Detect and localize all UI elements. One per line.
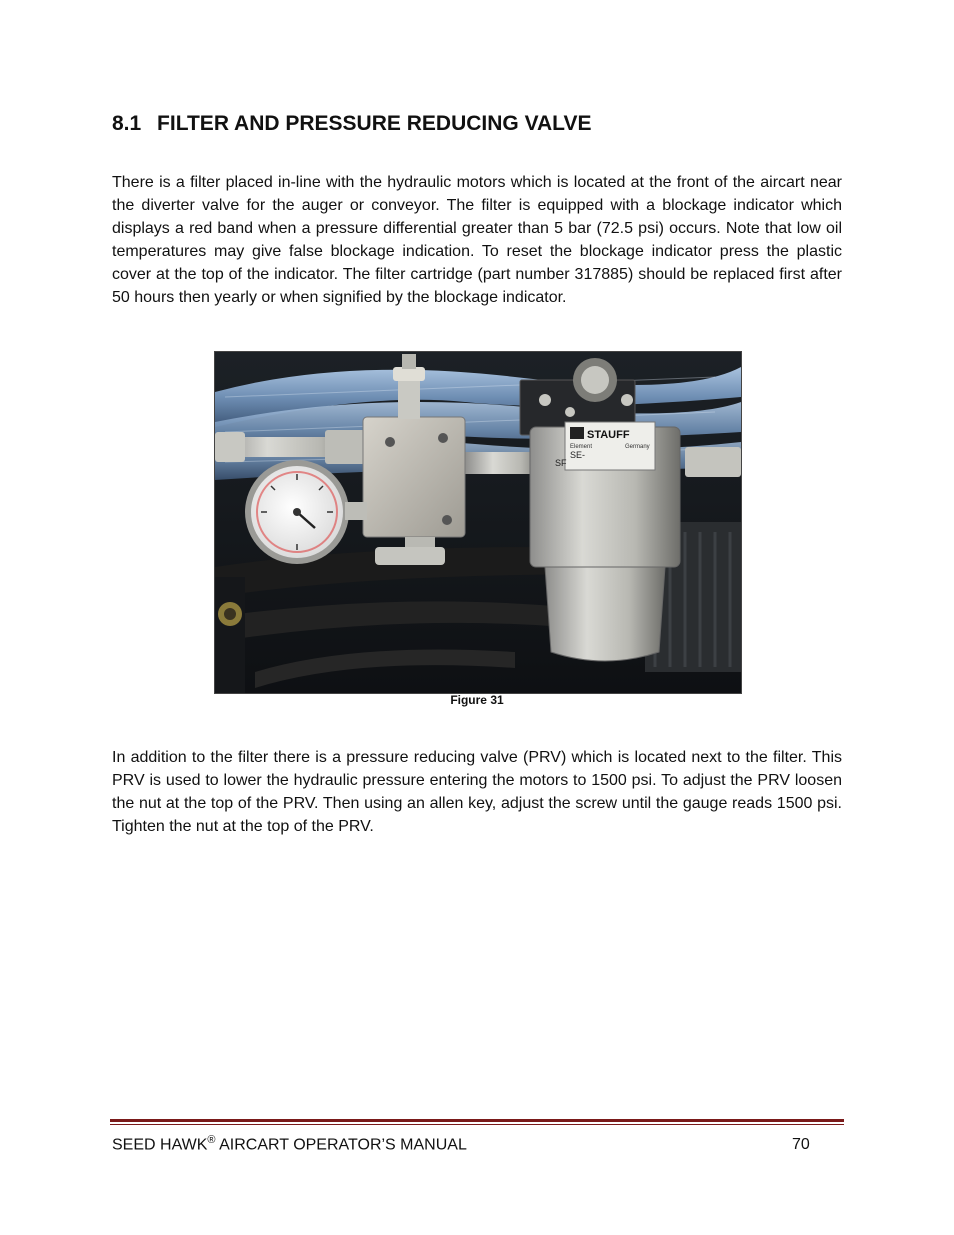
stauff-label-sf: SF: [555, 458, 567, 468]
page-number: 70: [792, 1136, 810, 1153]
footer-title-prefix: SEED HAWK: [112, 1136, 208, 1154]
stauff-label-country: Germany: [625, 444, 650, 450]
footer-title-suffix: AIRCART OPERATOR’S MANUAL: [215, 1136, 467, 1154]
section-number: 8.1: [112, 112, 142, 135]
footer-rule-thin: [110, 1124, 844, 1125]
stauff-label-se: SE-: [570, 450, 586, 460]
footer-manual-title: [112, 1134, 467, 1154]
paragraph-prv: In addition to the filter there is a pressure reducing valve (PRV) which is located next to the filter. This PRV is used to lower the hydraulic pressure entering the motors to 1500 psi. To adjust the PRV loosen the nut at the top of the PRV. Then using an allen key, adjust the screw until the gauge reads 1500 psi. Tighten the nut at the top of the PRV.: [112, 749, 842, 835]
stauff-label-brand: STAUFF: [587, 429, 630, 441]
stauff-label-element: Element: [570, 444, 593, 450]
figure-photo: [214, 351, 742, 694]
registered-mark: ®: [207, 1134, 216, 1146]
section-title: FILTER AND PRESSURE REDUCING VALVE: [157, 112, 592, 135]
figure-caption: Figure 31: [450, 693, 504, 707]
section-heading: [112, 112, 591, 136]
footer-rule: [110, 1119, 844, 1122]
paragraph-filter: There is a filter placed in-line with the hydraulic motors which is located at the front of the aircart near the diverter valve for the auger or conveyor. The filter is equipped with a blockage indicator which displays a red band when a pressure differential greater than 5 bar (72.5 psi) occurs. Note that low oil temperatures may give false blockage indication. To reset the blockage indicator press the plastic cover at the top of the indicator. The filter cartridge (part number 317885) should be replaced first after 50 hours then yearly or when signified by the blockage indicator.: [112, 174, 842, 306]
